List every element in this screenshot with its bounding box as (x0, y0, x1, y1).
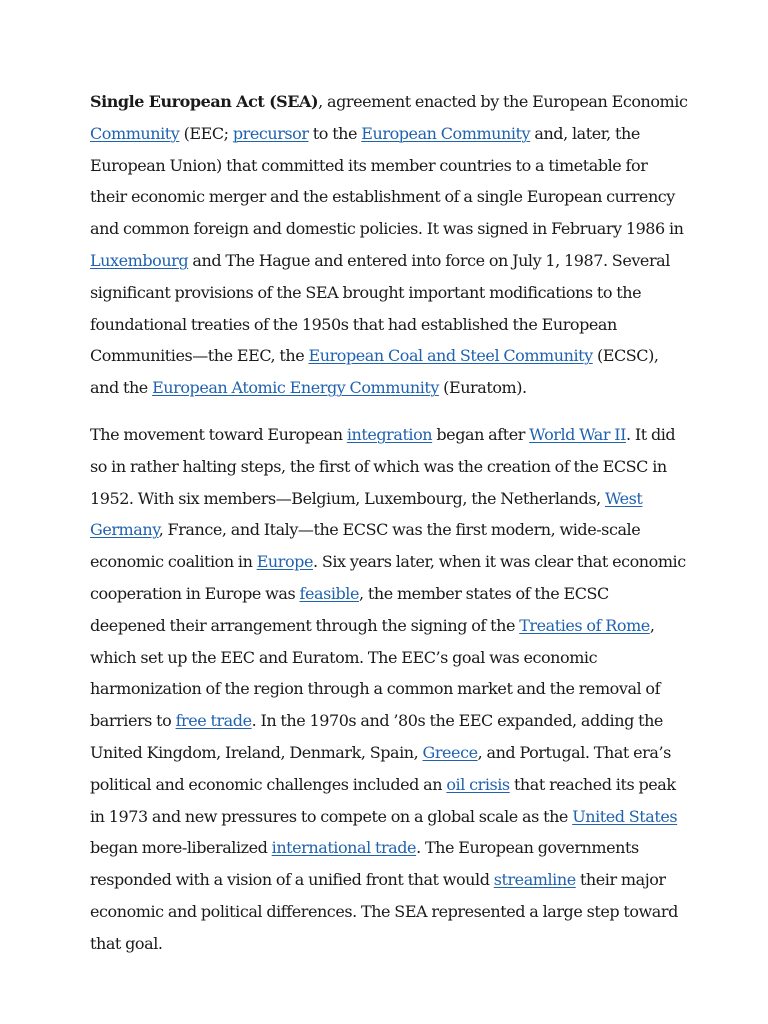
link-european-community[interactable]: European Community (361, 123, 531, 143)
link-united-states[interactable]: United States (572, 806, 678, 826)
link-world-war-ii[interactable]: World War II (529, 424, 627, 444)
text-run: , the member states of the ECSC deepened their arrangement through the signing of the (90, 583, 609, 635)
text-run: . Six years later, when it was clear that economic cooperation in Europe was (90, 552, 686, 603)
text-run: began after (432, 424, 530, 444)
text-run: The movement toward European (90, 424, 347, 444)
link-europe[interactable]: Europe (256, 552, 313, 572)
text-run: . In the 1970s and ’80s the EEC expanded, adding the United Kingdom, Ireland, Denmark, Spain, (90, 711, 663, 762)
text-run: and, later, the European Union) that committed its member countries to a timetable for their economic merger and the establishment of a single European currency and common foreign and domestic policies. It was signed in February 1986 in (90, 123, 684, 239)
link-community[interactable]: Community (90, 123, 180, 143)
link-international-trade[interactable]: international trade (271, 838, 417, 858)
paragraph-history (90, 419, 688, 960)
link-euratom[interactable]: European Atomic Energy Community (152, 378, 439, 398)
link-free-trade[interactable]: free trade (175, 711, 252, 731)
text-run: , France, and Italy—the ECSC was the first modern, wide-scale economic coalition in (90, 520, 641, 572)
text-run: , which set up the EEC and Euratom. The EEC’s goal was economic harmonization of the region through a common market and the removal of barriers to (90, 615, 661, 731)
link-luxembourg[interactable]: Luxembourg (90, 250, 189, 270)
text-run: (Euratom). (438, 378, 527, 398)
text-run: their major economic and political differences. The SEA represented a large step toward that goal. (90, 870, 678, 953)
link-oil-crisis[interactable]: oil crisis (446, 774, 510, 794)
link-integration[interactable]: integration (346, 424, 433, 444)
paragraph-intro (90, 86, 688, 404)
text-run: . The European governments responded with a vision of a unified front that would (90, 838, 639, 890)
text-run: . It did so in rather halting steps, the first of which was the creation of the ECSC in 1952. With six members—Belgium, Luxembourg, the Netherlands, (90, 424, 676, 508)
text-run: began more-liberalized (90, 838, 272, 858)
link-precursor[interactable]: precursor (232, 123, 309, 143)
text-run: and The Hague and entered into force on July 1, 1987. Several significant provisions of the SEA brought important modifications to the foundational treaties of the 1950s that had established the European Communities—the EEC, the (90, 250, 670, 366)
link-ecsc[interactable]: European Coal and Steel Community (308, 346, 593, 366)
link-feasible[interactable]: feasible (299, 583, 359, 603)
link-treaties-of-rome[interactable]: Treaties of Rome (519, 615, 650, 635)
article-term: Single European Act (SEA) (90, 92, 319, 111)
text-run: (ECSC), and the (90, 346, 659, 398)
text-run: (EEC; (179, 123, 233, 143)
link-streamline[interactable]: streamline (493, 870, 576, 890)
text-run: , agreement enacted by the European Economic (318, 92, 688, 111)
text-run: that reached its peak in 1973 and new pressures to compete on a global scale as the (90, 774, 676, 826)
link-west-germany[interactable]: West Germany (90, 488, 643, 540)
text-run: to the (308, 123, 362, 143)
article-body (90, 86, 688, 960)
text-run: , and Portugal. That era’s political and economic challenges included an (90, 742, 671, 794)
link-greece[interactable]: Greece (422, 742, 478, 762)
